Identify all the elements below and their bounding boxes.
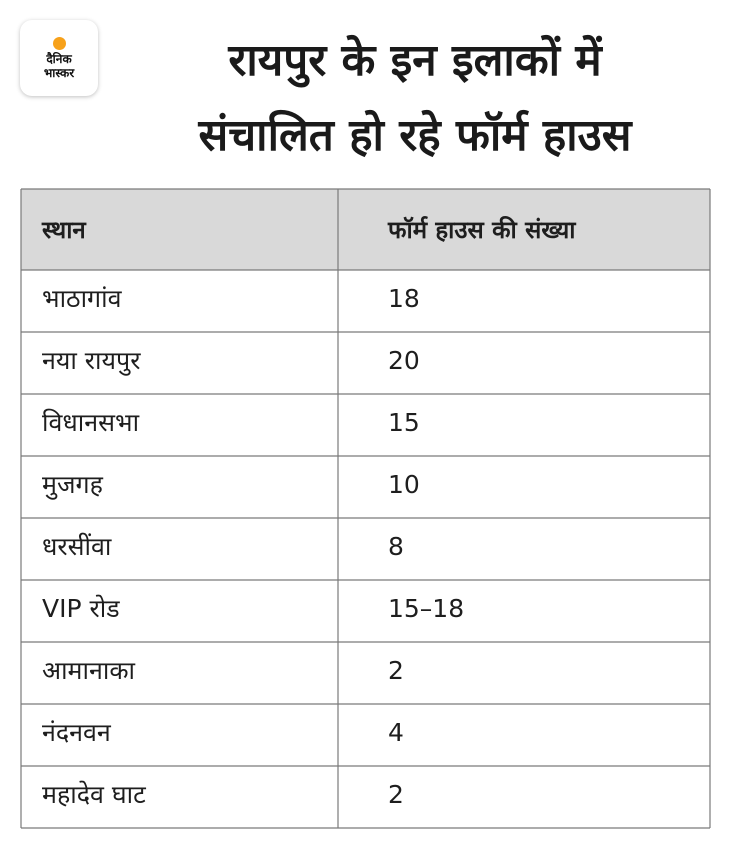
count-cell: 15–18 — [388, 594, 465, 623]
logo-text-line2: भास्कर — [43, 65, 75, 80]
location-cell: नया रायपुर — [42, 346, 141, 375]
location-cell: मुजगह — [42, 470, 103, 499]
location-cell: आमानाका — [42, 656, 136, 685]
count-cell: 4 — [388, 718, 404, 747]
count-cell: 2 — [388, 656, 404, 685]
location-cell: महादेव घाट — [42, 780, 146, 809]
logo-text-line1: दैनिक — [46, 51, 72, 66]
count-cell: 10 — [388, 470, 420, 499]
count-cell: 18 — [388, 284, 420, 313]
count-cell: 8 — [388, 532, 404, 561]
count-cell: 2 — [388, 780, 404, 809]
count-cell: 15 — [388, 408, 420, 437]
location-cell: भाठागांव — [42, 284, 122, 313]
location-cell: VIP रोड — [42, 594, 120, 623]
header-cell: फॉर्म हाउस की संख्या — [388, 216, 576, 244]
header-cell: स्थान — [42, 216, 86, 244]
page-title-line2: संचालित हो रहे फॉर्म हाउस — [198, 110, 632, 161]
page-title-line1: रायपुर के इन इलाकों में — [228, 35, 602, 86]
location-cell: नंदनवन — [42, 718, 111, 747]
location-cell: धरसींवा — [42, 532, 112, 561]
count-cell: 20 — [388, 346, 420, 375]
location-cell: विधानसभा — [42, 408, 140, 437]
header-background — [21, 189, 710, 270]
